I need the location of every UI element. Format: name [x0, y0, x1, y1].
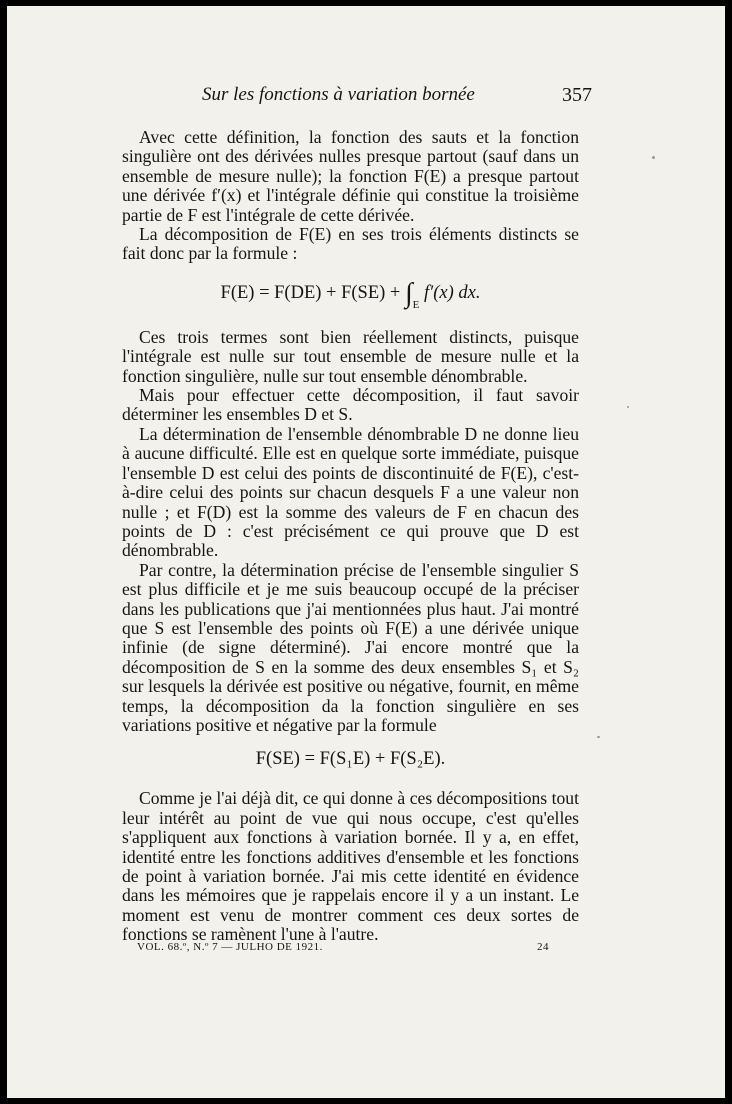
- formula-lhs: F(E) = F(DE) + F(SE) +: [220, 282, 401, 303]
- scanned-page: [7, 6, 725, 1098]
- integrand: f′(x) dx.: [424, 282, 481, 303]
- paragraph: Par contre, la détermination précise de l'ensemble singulier S est plus difficile et je me suis beaucoup occupé de la préciser dans les publications que j'ai mentionnées plus haut. J'ai montré que S est l'ensemble des points où F(E) a une dérivée unique infinie (de signe déterminé). J'ai encore montré que la décomposition de S en la somme des deux ensembles S₁ et S₂ sur lesquels la dérivée est positive ou négative, fournit, en même temps, la décomposition da la fonction singulière en ses variations positive et négative par la formule: [122, 559, 579, 735]
- running-title: Sur les fonctions à variation bornée: [202, 84, 475, 105]
- paragraph: Mais pour effectuer cette décomposition, il faut savoir déterminer les ensembles D et S.: [122, 385, 579, 425]
- scan-speck: [597, 736, 600, 738]
- paragraph: Ces trois termes sont bien réellement distincts, puisque l'intégrale est nulle sur tout ensemble de mesure nulle et la fonction singulière, nulle sur tout ensemble dénombrable.: [122, 326, 579, 386]
- footer-volume: VOL. 68.º, N.º 7 — JULHO DE 1921.: [137, 941, 323, 953]
- footer: [137, 941, 549, 961]
- formula-singular: F(SE) = F(S₁E) + F(S₂E).: [255, 749, 446, 770]
- paragraph: La détermination de l'ensemble dénombrable D ne donne lieu à aucune difficulté. Elle est en quelque sorte immédiate, puisque l'ensemble D est celui des points de discontinuité de F(E), c'est-à-dire celui des points sur chacun desquels F a une valeur non nulle ; et F(D) est la somme des valeurs de F en chacun des points de D : c'est précisément ce qui prouve que D est dénombrable.: [122, 423, 579, 561]
- formula-decomposition: [122, 275, 579, 311]
- paragraph: Comme je l'ai déjà dit, ce qui donne à ces décompositions tout leur intérêt au point de vue qui nous occupe, c'est qu'elles s'appliquent aux fonctions à variation bornée. Il y a, en effet, identité entre les fonctions additives d'ensemble et les fonctions de point à variation bornée. J'ai mis cette identité en évidence dans les mémoires que je rappelais encore il y a un instant. Le moment est venu de montrer comment ces deux sortes de fonctions se ramènent l'une à l'autre.: [122, 788, 579, 945]
- page-number: 357: [562, 84, 592, 106]
- paragraph: La décomposition de F(E) en ses trois éléments distincts se fait donc par la formule :: [122, 224, 579, 264]
- integral-sign: ∫: [404, 277, 413, 309]
- scan-speck: [652, 156, 655, 159]
- body-text: [122, 128, 579, 945]
- running-header: [202, 84, 592, 114]
- paragraph: Avec cette définition, la fonction des sauts et la fonction singulière ont des dérivées nulles presque partout (sauf dans un ensemble de mesure nulle); la fonction F(E) a presque partout une dérivée f′(x) et l'intégrale définie qui constitue la troisième partie de F est l'intégrale de cette dérivée.: [122, 127, 579, 225]
- scan-speck: [627, 406, 629, 408]
- integral-subscript: E: [412, 298, 420, 311]
- footer-signature: 24: [537, 941, 549, 953]
